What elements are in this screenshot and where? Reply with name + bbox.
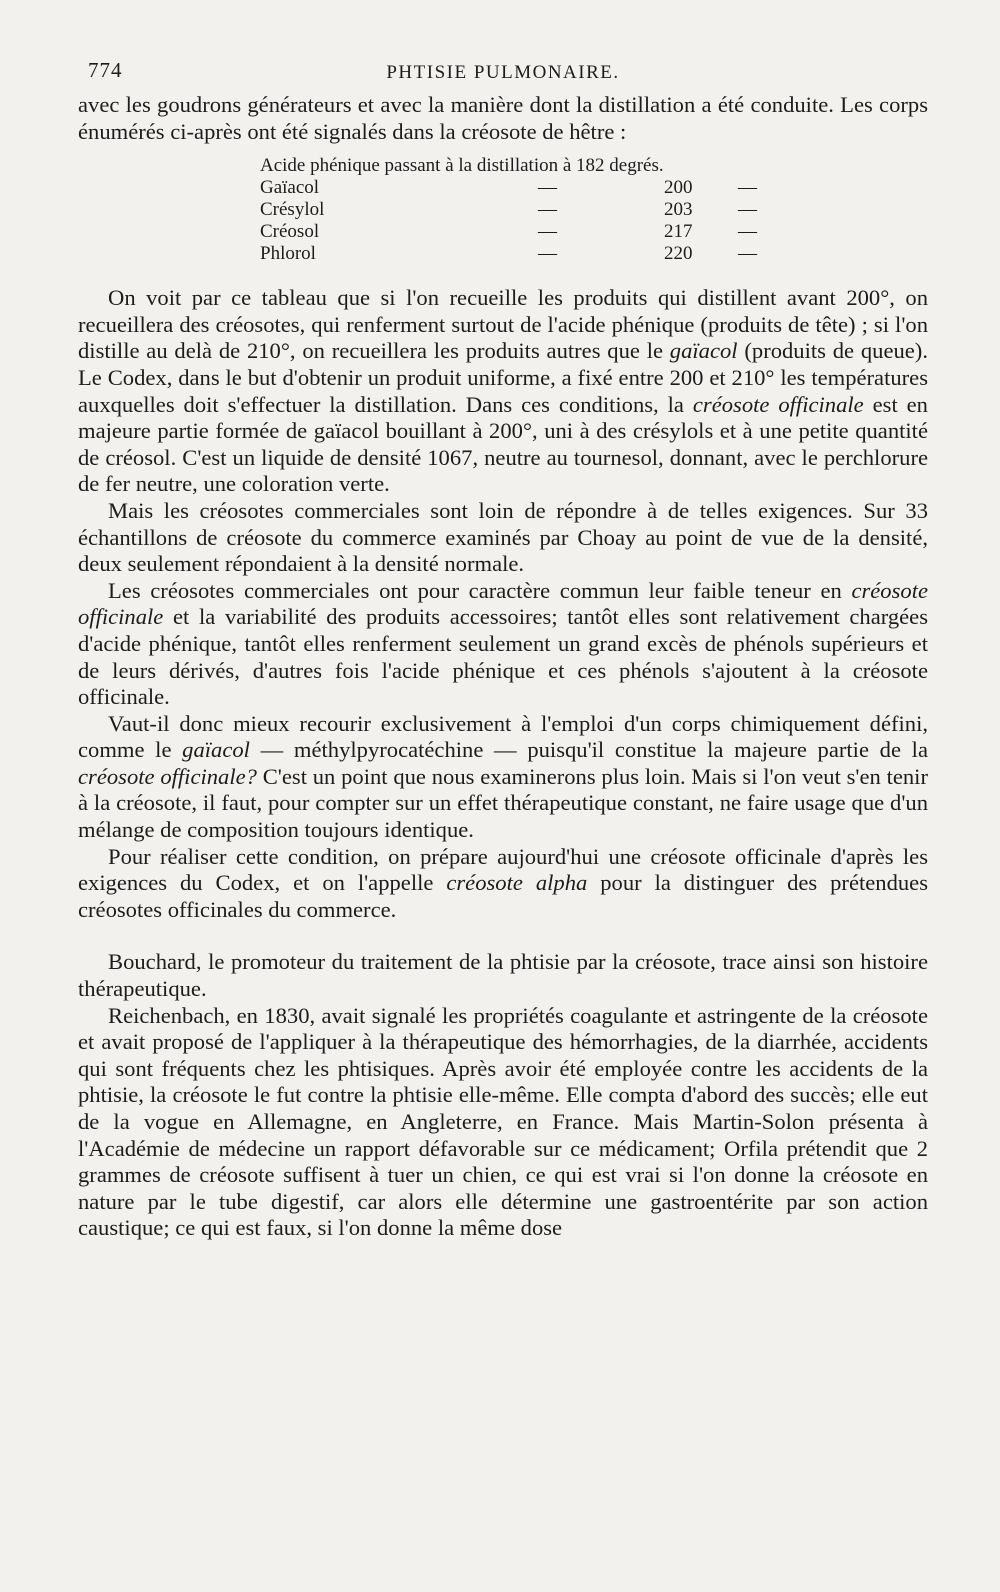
page-header [78,58,928,92]
paragraph-7: Bouchard, le promoteur du traitement de la phtisie par la créosote, trace ainsi son histoire thérapeutique. [78,949,928,1002]
table-row [260,155,928,177]
paragraph-2: On voit par ce tableau que si l'on recueille les produits qui distillent avant 200°, on recueillera des créosotes, qui renferment surtout de l'acide phénique (produits de tête) ; si l'on distille au delà de 210°, on recueillera les produits autres que le gaïacol (produits de queue). Le Codex, dans le but d'obtenir un produit uniforme, a fixé entre 200 et 210° les températures auxquelles doit s'effectuer la distillation. Dans ces conditions, la créosote officinale est en majeure partie formée de gaïacol bouillant à 200°, uni à des crésylols et à une petite quantité de créosol. C'est un liquide de densité 1067, neutre au tournesol, donnant, avec le perchlorure de fer neutre, une coloration verte. [78,285,928,497]
page-number: 774 [88,58,123,82]
paragraph-4: Les créosotes commerciales ont pour caractère commun leur faible teneur en créosote officinale et la variabilité des produits accessoires; tantôt elles sont relativement chargées d'acide phénique, tantôt elles renferment seulement un grand excès de phénols supérieurs et de leurs dérivés, d'autres fois l'acide phénique et ces phénols s'ajoutent à la créosote officinale. [78,577,928,710]
table-row: Phlorol — 220 — [260,243,757,265]
paragraph-8: Reichenbach, en 1830, avait signalé les propriétés coagulante et astringente de la créosote et avait proposé de l'appliquer à la thérapeutique des hémorrhagies, de la diarrhée, accidents qui sont fréquents chez les phtisiques. Après avoir été employée contre les accidents de la phtisie, la créosote le fut contre la phtisie elle-même. Elle compta d'abord des succès; elle eut de la vogue en Allemagne, en Angleterre, en France. Mais Martin-Solon présenta à l'Académie de médecine un rapport défavorable sur ce médicament; Orfila prétendit que 2 grammes de créosote suffisent à tuer un chien, ce qui est vrai si l'on donne la créosote en nature par le tube digestif, car alors elle détermine une gastroentérite par son action caustique; ce qui est faux, si l'on donne la même dose [78,1002,928,1241]
table-row-text: Acide phénique passant à la distillation à 182 degrés. [260,155,664,177]
paragraph-intro: avec les goudrons générateurs et avec la manière dont la distillation a été conduite. Les corps énumérés ci-après ont été signalés dans la créosote de hêtre : [78,92,928,144]
table-row: Créosol — 217 — [260,221,757,243]
table-row: Crésylol — 203 — [260,199,757,221]
table-row: Gaïacol — 200 — [260,177,757,199]
body-text [78,92,928,1242]
distillation-table [260,155,928,265]
running-head: PHTISIE PULMONAIRE. [386,62,620,83]
paragraph-3: Mais les créosotes commerciales sont loin de répondre à de telles exigences. Sur 33 échantillons de créosote du commerce examinés par Choay au point de vue de la densité, deux seulement répondaient à la densité normale. [78,497,928,577]
paragraph-5: Vaut-il donc mieux recourir exclusivement à l'emploi d'un corps chimiquement défini, comme le gaïacol — méthylpyrocatéchine — puisqu'il constitue la majeure partie de la créosote officinale? C'est un point que nous examinerons plus loin. Mais si l'on veut s'en tenir à la créosote, il faut, pour compter sur un effet thérapeutique constant, ne faire usage que d'un mélange de composition toujours identique. [78,710,928,843]
paragraph-6: Pour réaliser cette condition, on prépare aujourd'hui une créosote officinale d'après les exigences du Codex, et on l'appelle créosote alpha pour la distinguer des prétendues créosotes officinales du commerce. [78,843,928,922]
